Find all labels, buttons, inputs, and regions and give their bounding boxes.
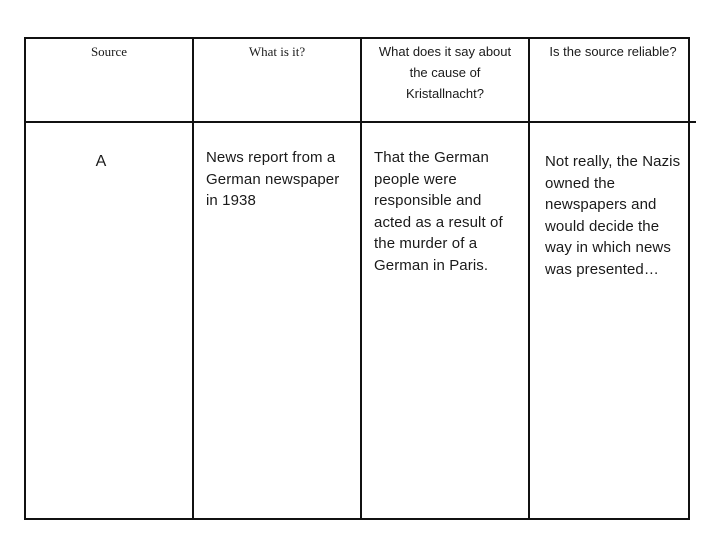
header-reliable-label: Is the source reliable? bbox=[549, 44, 677, 59]
cell-reliable bbox=[529, 122, 696, 518]
header-cell-cause bbox=[361, 39, 529, 122]
header-source-label: Source bbox=[90, 44, 128, 59]
table-header-row bbox=[26, 39, 696, 122]
header-what-is-it-label: What is it? bbox=[248, 44, 306, 59]
cell-source bbox=[26, 122, 193, 518]
table-grid bbox=[26, 39, 696, 518]
header-cell-what-is-it bbox=[193, 39, 361, 122]
cell-cause bbox=[361, 122, 529, 518]
reliable-text: Not really, the Nazis owned the newspapers and would decide the way in which news was presented… bbox=[545, 153, 681, 278]
source-analysis-table bbox=[24, 37, 690, 520]
source-letter: A bbox=[95, 153, 107, 170]
what-is-it-text: News report from a German newspaper in 1938 bbox=[206, 149, 340, 209]
cell-what-is-it bbox=[193, 122, 361, 518]
cause-text: That the German people were responsible and acted as a result of the murder of a German in Paris. bbox=[374, 149, 503, 274]
header-cell-source bbox=[26, 39, 193, 122]
header-cause-label: What does it say about the cause of Kristallnacht? bbox=[378, 44, 512, 101]
header-cell-reliable bbox=[529, 39, 696, 122]
table-row bbox=[26, 122, 696, 518]
